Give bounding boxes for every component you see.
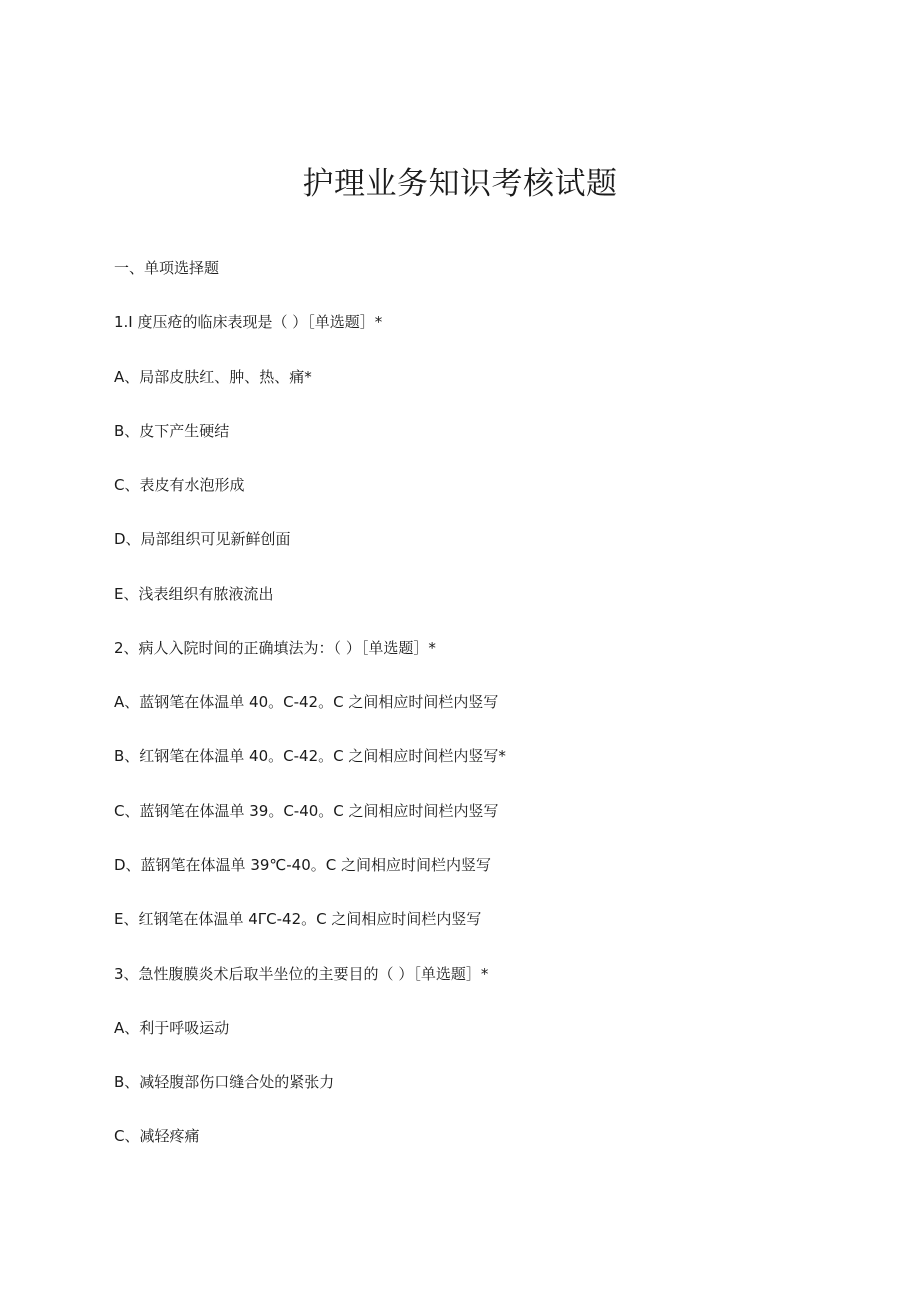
option-item: A、利于呼吸运动: [114, 1019, 230, 1037]
option-item: B、皮下产生硬结: [114, 422, 230, 440]
option-item: A、局部皮肤红、肿、热、痛*: [114, 368, 312, 386]
option-item: A、蓝钢笔在体温单 40。C-42。C 之间相应时间栏内竖写: [114, 693, 499, 711]
option-item: E、浅表组织有脓液流出: [114, 585, 274, 603]
question-stem: 2、病人入院时间的正确填法为：（ ）［单选题］*: [114, 639, 436, 657]
option-item: D、蓝钢笔在体温单 39℃-40。C 之间相应时间栏内竖写: [114, 856, 491, 874]
section-heading: 一、单项选择题: [114, 259, 220, 277]
option-item: C、蓝钢笔在体温单 39。C-40。C 之间相应时间栏内竖写: [114, 802, 499, 820]
page-title: 护理业务知识考核试题: [302, 166, 618, 202]
question-stem: 1.I 度压疮的临床表现是（ ）［单选题］*: [114, 313, 383, 331]
option-item: B、减轻腹部伤口缝合处的紧张力: [114, 1073, 335, 1091]
option-item: C、减轻疼痛: [114, 1127, 200, 1145]
option-item: E、红钢笔在体温单 4ΓC-42。C 之间相应时间栏内竖写: [114, 910, 482, 928]
question-stem: 3、急性腹膜炎术后取半坐位的主要目的（ ）［单选题］*: [114, 965, 489, 983]
option-item: D、局部组织可见新鲜创面: [114, 530, 291, 548]
option-item: C、表皮有水泡形成: [114, 476, 245, 494]
option-item: B、红钢笔在体温单 40。C-42。C 之间相应时间栏内竖写*: [114, 747, 506, 765]
